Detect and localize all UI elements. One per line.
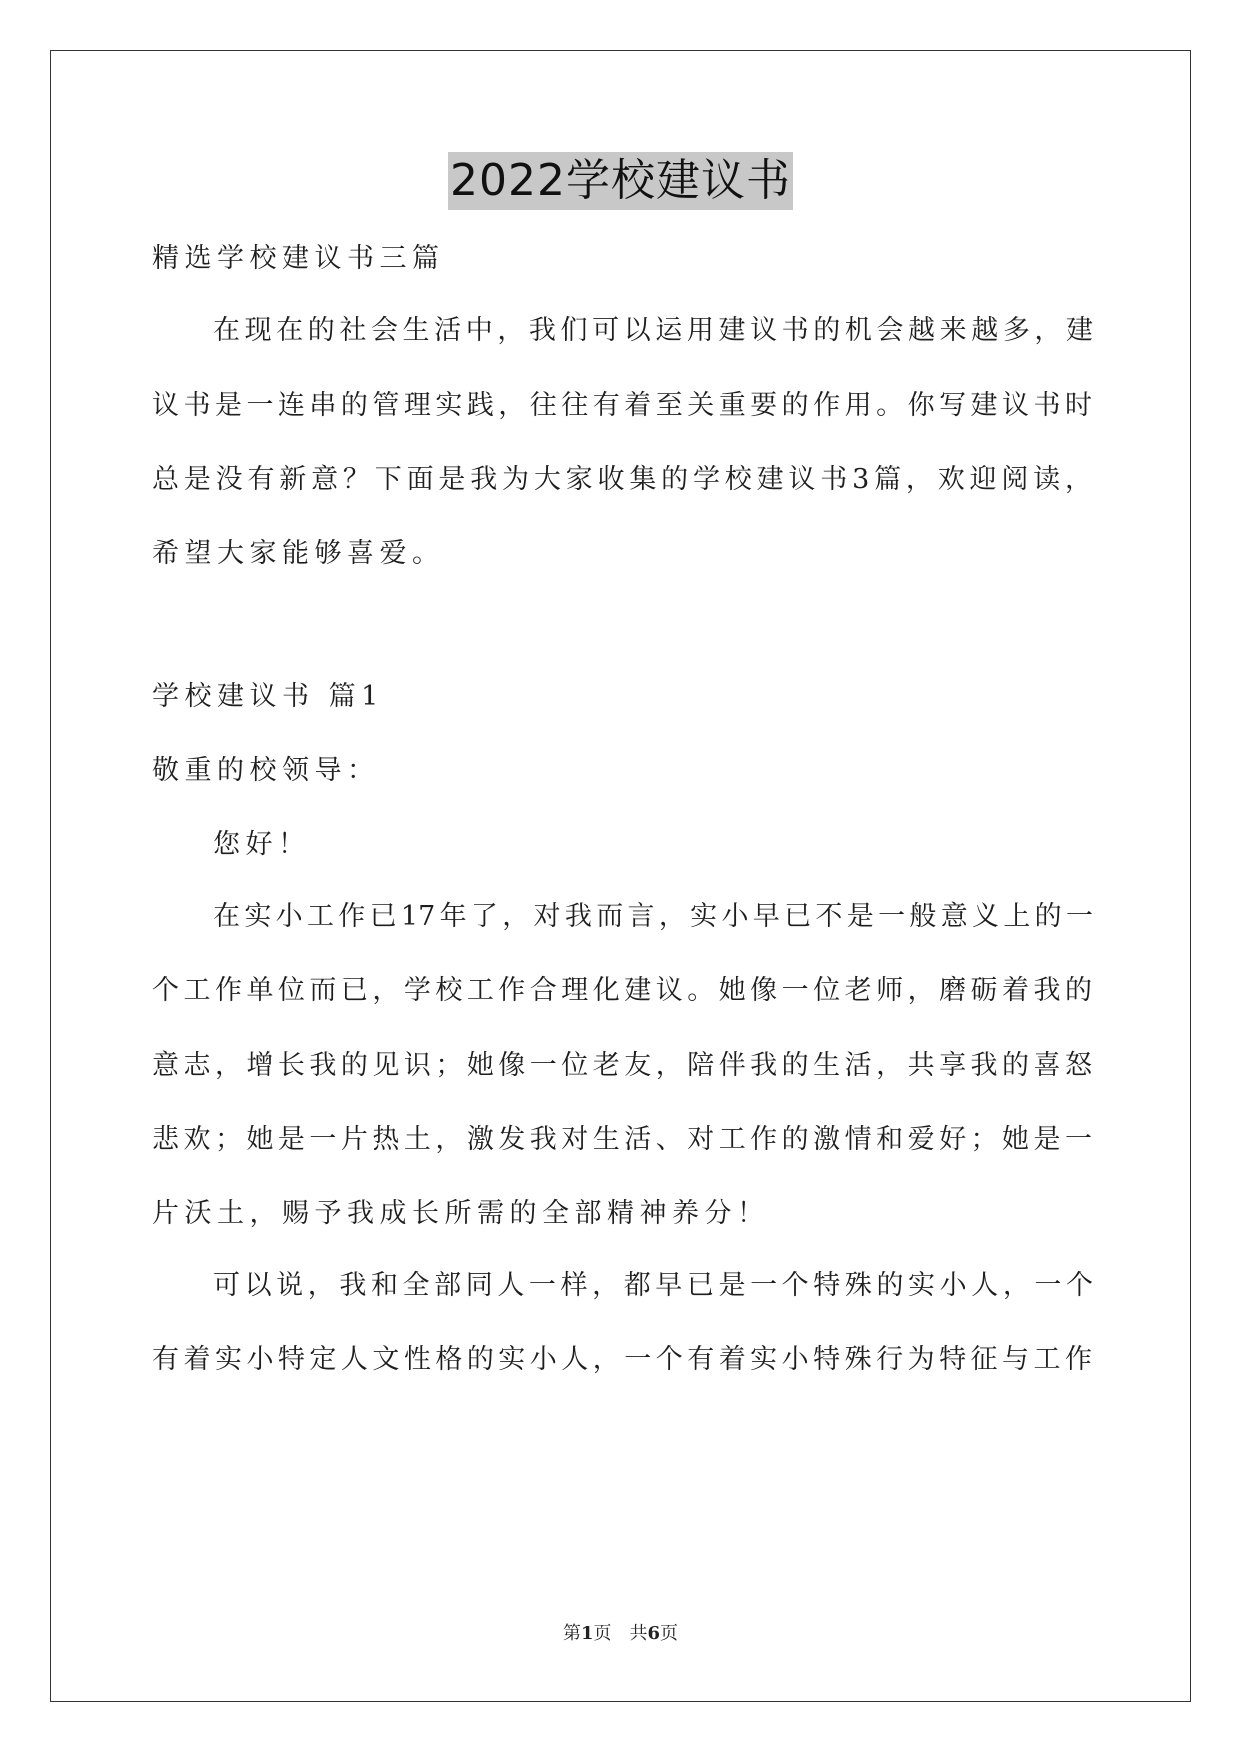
page-border xyxy=(50,50,1191,1702)
intro-line: 在现在的社会生活中，我们可以运用建议书的机会越来越多，建 xyxy=(213,315,1093,346)
footer-mid: 页 共 xyxy=(593,1623,648,1644)
paragraph-line: 片沃土，赐予我成长所需的全部精神养分！ xyxy=(152,1198,770,1229)
salutation: 敬重的校领导： xyxy=(152,755,380,786)
intro-line: 议书是一连串的管理实践，往往有着至关重要的作用。你写建议书时 xyxy=(152,390,1092,421)
paragraph-line: 有着实小特定人文性格的实小人，一个有着实小特殊行为特征与工作 xyxy=(152,1344,1092,1375)
greeting: 您好！ xyxy=(213,829,311,860)
paragraph-line: 个工作单位而已，学校工作合理化建议。她像一位老师，磨砺着我的 xyxy=(152,975,1092,1006)
paragraph-line: 悲欢；她是一片热土，激发我对生活、对工作的激情和爱好；她是一 xyxy=(152,1124,1092,1155)
footer-total-pages: 6 xyxy=(647,1623,661,1644)
page-footer xyxy=(0,1622,1241,1646)
intro-line: 总是没有新意？下面是我为大家收集的学校建议书3篇，欢迎阅读， xyxy=(152,464,1092,495)
intro-line: 希望大家能够喜爱。 xyxy=(152,538,445,569)
footer-prefix: 第 xyxy=(562,1623,581,1644)
footer-suffix: 页 xyxy=(660,1623,679,1644)
section-heading: 学校建议书 篇1 xyxy=(152,681,384,712)
subtitle: 精选学校建议书三篇 xyxy=(152,243,445,274)
paragraph-line: 在实小工作已17年了，对我而言，实小早已不是一般意义上的一 xyxy=(213,901,1093,932)
paragraph-line: 可以说，我和全部同人一样，都早已是一个特殊的实小人，一个 xyxy=(213,1270,1093,1301)
title-wrap xyxy=(0,152,1241,210)
document-title: 2022学校建议书 xyxy=(448,152,793,210)
footer-current-page: 1 xyxy=(580,1623,594,1644)
paragraph-line: 意志，增长我的见识；她像一位老友，陪伴我的生活，共享我的喜怒 xyxy=(152,1050,1092,1081)
